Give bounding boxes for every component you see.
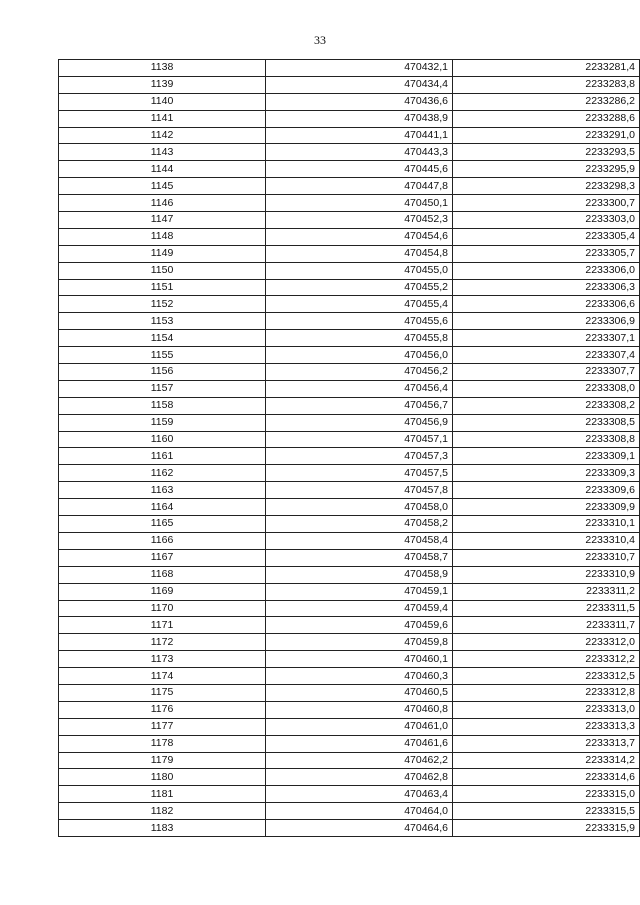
point-number-cell: 1176 [59, 701, 266, 718]
y-coordinate-cell: 2233281,4 [453, 60, 640, 77]
x-coordinate-cell: 470455,2 [266, 279, 453, 296]
point-number-cell: 1173 [59, 651, 266, 668]
y-coordinate-cell: 2233307,7 [453, 364, 640, 381]
table-row [59, 701, 640, 718]
point-number-cell: 1160 [59, 431, 266, 448]
table-row [59, 93, 640, 110]
x-coordinate-cell: 470456,7 [266, 397, 453, 414]
coordinates-table [58, 59, 640, 837]
point-number-cell: 1171 [59, 617, 266, 634]
point-number-cell: 1155 [59, 347, 266, 364]
table-row [59, 195, 640, 212]
x-coordinate-cell: 470464,6 [266, 820, 453, 837]
table-row [59, 76, 640, 93]
point-number-cell: 1140 [59, 93, 266, 110]
y-coordinate-cell: 2233308,2 [453, 397, 640, 414]
point-number-cell: 1152 [59, 296, 266, 313]
table-row [59, 651, 640, 668]
point-number-cell: 1139 [59, 76, 266, 93]
y-coordinate-cell: 2233295,9 [453, 161, 640, 178]
table-row [59, 583, 640, 600]
table-row [59, 617, 640, 634]
table-row [59, 245, 640, 262]
table-row [59, 178, 640, 195]
point-number-cell: 1151 [59, 279, 266, 296]
page-number: 33 [314, 33, 326, 47]
x-coordinate-cell: 470458,2 [266, 516, 453, 533]
y-coordinate-cell: 2233311,7 [453, 617, 640, 634]
point-number-cell: 1154 [59, 330, 266, 347]
point-number-cell: 1179 [59, 752, 266, 769]
point-number-cell: 1149 [59, 245, 266, 262]
x-coordinate-cell: 470434,4 [266, 76, 453, 93]
point-number-cell: 1161 [59, 448, 266, 465]
x-coordinate-cell: 470460,8 [266, 701, 453, 718]
point-number-cell: 1163 [59, 482, 266, 499]
y-coordinate-cell: 2233310,1 [453, 516, 640, 533]
x-coordinate-cell: 470460,3 [266, 668, 453, 685]
table-row [59, 634, 640, 651]
x-coordinate-cell: 470443,3 [266, 144, 453, 161]
table-row [59, 110, 640, 127]
point-number-cell: 1182 [59, 803, 266, 820]
x-coordinate-cell: 470458,4 [266, 532, 453, 549]
table-row [59, 144, 640, 161]
y-coordinate-cell: 2233312,2 [453, 651, 640, 668]
y-coordinate-cell: 2233309,9 [453, 499, 640, 516]
x-coordinate-cell: 470457,8 [266, 482, 453, 499]
table-row [59, 549, 640, 566]
table-row [59, 566, 640, 583]
y-coordinate-cell: 2233312,8 [453, 684, 640, 701]
x-coordinate-cell: 470461,0 [266, 718, 453, 735]
x-coordinate-cell: 470456,4 [266, 380, 453, 397]
point-number-cell: 1150 [59, 262, 266, 279]
x-coordinate-cell: 470460,5 [266, 684, 453, 701]
table-row [59, 482, 640, 499]
point-number-cell: 1170 [59, 600, 266, 617]
y-coordinate-cell: 2233300,7 [453, 195, 640, 212]
x-coordinate-cell: 470459,1 [266, 583, 453, 600]
x-coordinate-cell: 470456,2 [266, 364, 453, 381]
y-coordinate-cell: 2233313,0 [453, 701, 640, 718]
x-coordinate-cell: 470459,4 [266, 600, 453, 617]
point-number-cell: 1158 [59, 397, 266, 414]
table-row [59, 364, 640, 381]
y-coordinate-cell: 2233293,5 [453, 144, 640, 161]
x-coordinate-cell: 470464,0 [266, 803, 453, 820]
y-coordinate-cell: 2233308,0 [453, 380, 640, 397]
point-number-cell: 1175 [59, 684, 266, 701]
table-row [59, 262, 640, 279]
table-row [59, 803, 640, 820]
point-number-cell: 1180 [59, 769, 266, 786]
y-coordinate-cell: 2233307,1 [453, 330, 640, 347]
y-coordinate-cell: 2233310,7 [453, 549, 640, 566]
y-coordinate-cell: 2233310,9 [453, 566, 640, 583]
x-coordinate-cell: 470454,6 [266, 228, 453, 245]
x-coordinate-cell: 470455,6 [266, 313, 453, 330]
x-coordinate-cell: 470458,9 [266, 566, 453, 583]
point-number-cell: 1159 [59, 414, 266, 431]
x-coordinate-cell: 470457,5 [266, 465, 453, 482]
y-coordinate-cell: 2233313,3 [453, 718, 640, 735]
table-row [59, 769, 640, 786]
x-coordinate-cell: 470452,3 [266, 212, 453, 229]
x-coordinate-cell: 470456,9 [266, 414, 453, 431]
x-coordinate-cell: 470441,1 [266, 127, 453, 144]
y-coordinate-cell: 2233306,9 [453, 313, 640, 330]
y-coordinate-cell: 2233306,6 [453, 296, 640, 313]
x-coordinate-cell: 470456,0 [266, 347, 453, 364]
point-number-cell: 1143 [59, 144, 266, 161]
x-coordinate-cell: 470459,6 [266, 617, 453, 634]
point-number-cell: 1156 [59, 364, 266, 381]
point-number-cell: 1153 [59, 313, 266, 330]
table-row [59, 820, 640, 837]
point-number-cell: 1172 [59, 634, 266, 651]
x-coordinate-cell: 470458,7 [266, 549, 453, 566]
point-number-cell: 1167 [59, 549, 266, 566]
y-coordinate-cell: 2233291,0 [453, 127, 640, 144]
point-number-cell: 1164 [59, 499, 266, 516]
y-coordinate-cell: 2233283,8 [453, 76, 640, 93]
table-row [59, 347, 640, 364]
table-row [59, 499, 640, 516]
y-coordinate-cell: 2233286,2 [453, 93, 640, 110]
y-coordinate-cell: 2233314,6 [453, 769, 640, 786]
y-coordinate-cell: 2233315,5 [453, 803, 640, 820]
y-coordinate-cell: 2233306,3 [453, 279, 640, 296]
point-number-cell: 1181 [59, 786, 266, 803]
point-number-cell: 1165 [59, 516, 266, 533]
x-coordinate-cell: 470432,1 [266, 60, 453, 77]
x-coordinate-cell: 470457,3 [266, 448, 453, 465]
point-number-cell: 1169 [59, 583, 266, 600]
point-number-cell: 1148 [59, 228, 266, 245]
table-row [59, 380, 640, 397]
y-coordinate-cell: 2233298,3 [453, 178, 640, 195]
table-row [59, 431, 640, 448]
x-coordinate-cell: 470458,0 [266, 499, 453, 516]
point-number-cell: 1142 [59, 127, 266, 144]
table-row [59, 313, 640, 330]
point-number-cell: 1145 [59, 178, 266, 195]
table-row [59, 127, 640, 144]
y-coordinate-cell: 2233305,4 [453, 228, 640, 245]
point-number-cell: 1138 [59, 60, 266, 77]
x-coordinate-cell: 470463,4 [266, 786, 453, 803]
table-row [59, 752, 640, 769]
x-coordinate-cell: 470447,8 [266, 178, 453, 195]
table-row [59, 465, 640, 482]
y-coordinate-cell: 2233311,2 [453, 583, 640, 600]
table-row [59, 296, 640, 313]
x-coordinate-cell: 470461,6 [266, 735, 453, 752]
point-number-cell: 1177 [59, 718, 266, 735]
y-coordinate-cell: 2233309,6 [453, 482, 640, 499]
y-coordinate-cell: 2233307,4 [453, 347, 640, 364]
table-row [59, 532, 640, 549]
table-row [59, 786, 640, 803]
x-coordinate-cell: 470457,1 [266, 431, 453, 448]
table-row [59, 330, 640, 347]
point-number-cell: 1141 [59, 110, 266, 127]
table-row [59, 668, 640, 685]
x-coordinate-cell: 470455,0 [266, 262, 453, 279]
y-coordinate-cell: 2233308,8 [453, 431, 640, 448]
table-row [59, 397, 640, 414]
y-coordinate-cell: 2233303,0 [453, 212, 640, 229]
y-coordinate-cell: 2233315,0 [453, 786, 640, 803]
point-number-cell: 1168 [59, 566, 266, 583]
table-row [59, 161, 640, 178]
point-number-cell: 1144 [59, 161, 266, 178]
x-coordinate-cell: 470455,8 [266, 330, 453, 347]
y-coordinate-cell: 2233310,4 [453, 532, 640, 549]
point-number-cell: 1178 [59, 735, 266, 752]
table-row [59, 414, 640, 431]
x-coordinate-cell: 470462,2 [266, 752, 453, 769]
x-coordinate-cell: 470450,1 [266, 195, 453, 212]
table-row [59, 516, 640, 533]
table-row [59, 228, 640, 245]
point-number-cell: 1147 [59, 212, 266, 229]
table-row [59, 448, 640, 465]
point-number-cell: 1162 [59, 465, 266, 482]
x-coordinate-cell: 470445,6 [266, 161, 453, 178]
y-coordinate-cell: 2233309,1 [453, 448, 640, 465]
table-row [59, 718, 640, 735]
table-row [59, 212, 640, 229]
y-coordinate-cell: 2233305,7 [453, 245, 640, 262]
y-coordinate-cell: 2233315,9 [453, 820, 640, 837]
x-coordinate-cell: 470460,1 [266, 651, 453, 668]
y-coordinate-cell: 2233288,6 [453, 110, 640, 127]
x-coordinate-cell: 470454,8 [266, 245, 453, 262]
y-coordinate-cell: 2233313,7 [453, 735, 640, 752]
table-row [59, 684, 640, 701]
x-coordinate-cell: 470459,8 [266, 634, 453, 651]
point-number-cell: 1146 [59, 195, 266, 212]
table-row [59, 60, 640, 77]
coordinates-table-body [59, 60, 640, 837]
y-coordinate-cell: 2233309,3 [453, 465, 640, 482]
y-coordinate-cell: 2233312,5 [453, 668, 640, 685]
y-coordinate-cell: 2233306,0 [453, 262, 640, 279]
table-row [59, 735, 640, 752]
x-coordinate-cell: 470438,9 [266, 110, 453, 127]
x-coordinate-cell: 470462,8 [266, 769, 453, 786]
y-coordinate-cell: 2233308,5 [453, 414, 640, 431]
point-number-cell: 1174 [59, 668, 266, 685]
y-coordinate-cell: 2233314,2 [453, 752, 640, 769]
y-coordinate-cell: 2233312,0 [453, 634, 640, 651]
point-number-cell: 1157 [59, 380, 266, 397]
x-coordinate-cell: 470455,4 [266, 296, 453, 313]
point-number-cell: 1183 [59, 820, 266, 837]
table-row [59, 279, 640, 296]
point-number-cell: 1166 [59, 532, 266, 549]
y-coordinate-cell: 2233311,5 [453, 600, 640, 617]
x-coordinate-cell: 470436,6 [266, 93, 453, 110]
table-row [59, 600, 640, 617]
